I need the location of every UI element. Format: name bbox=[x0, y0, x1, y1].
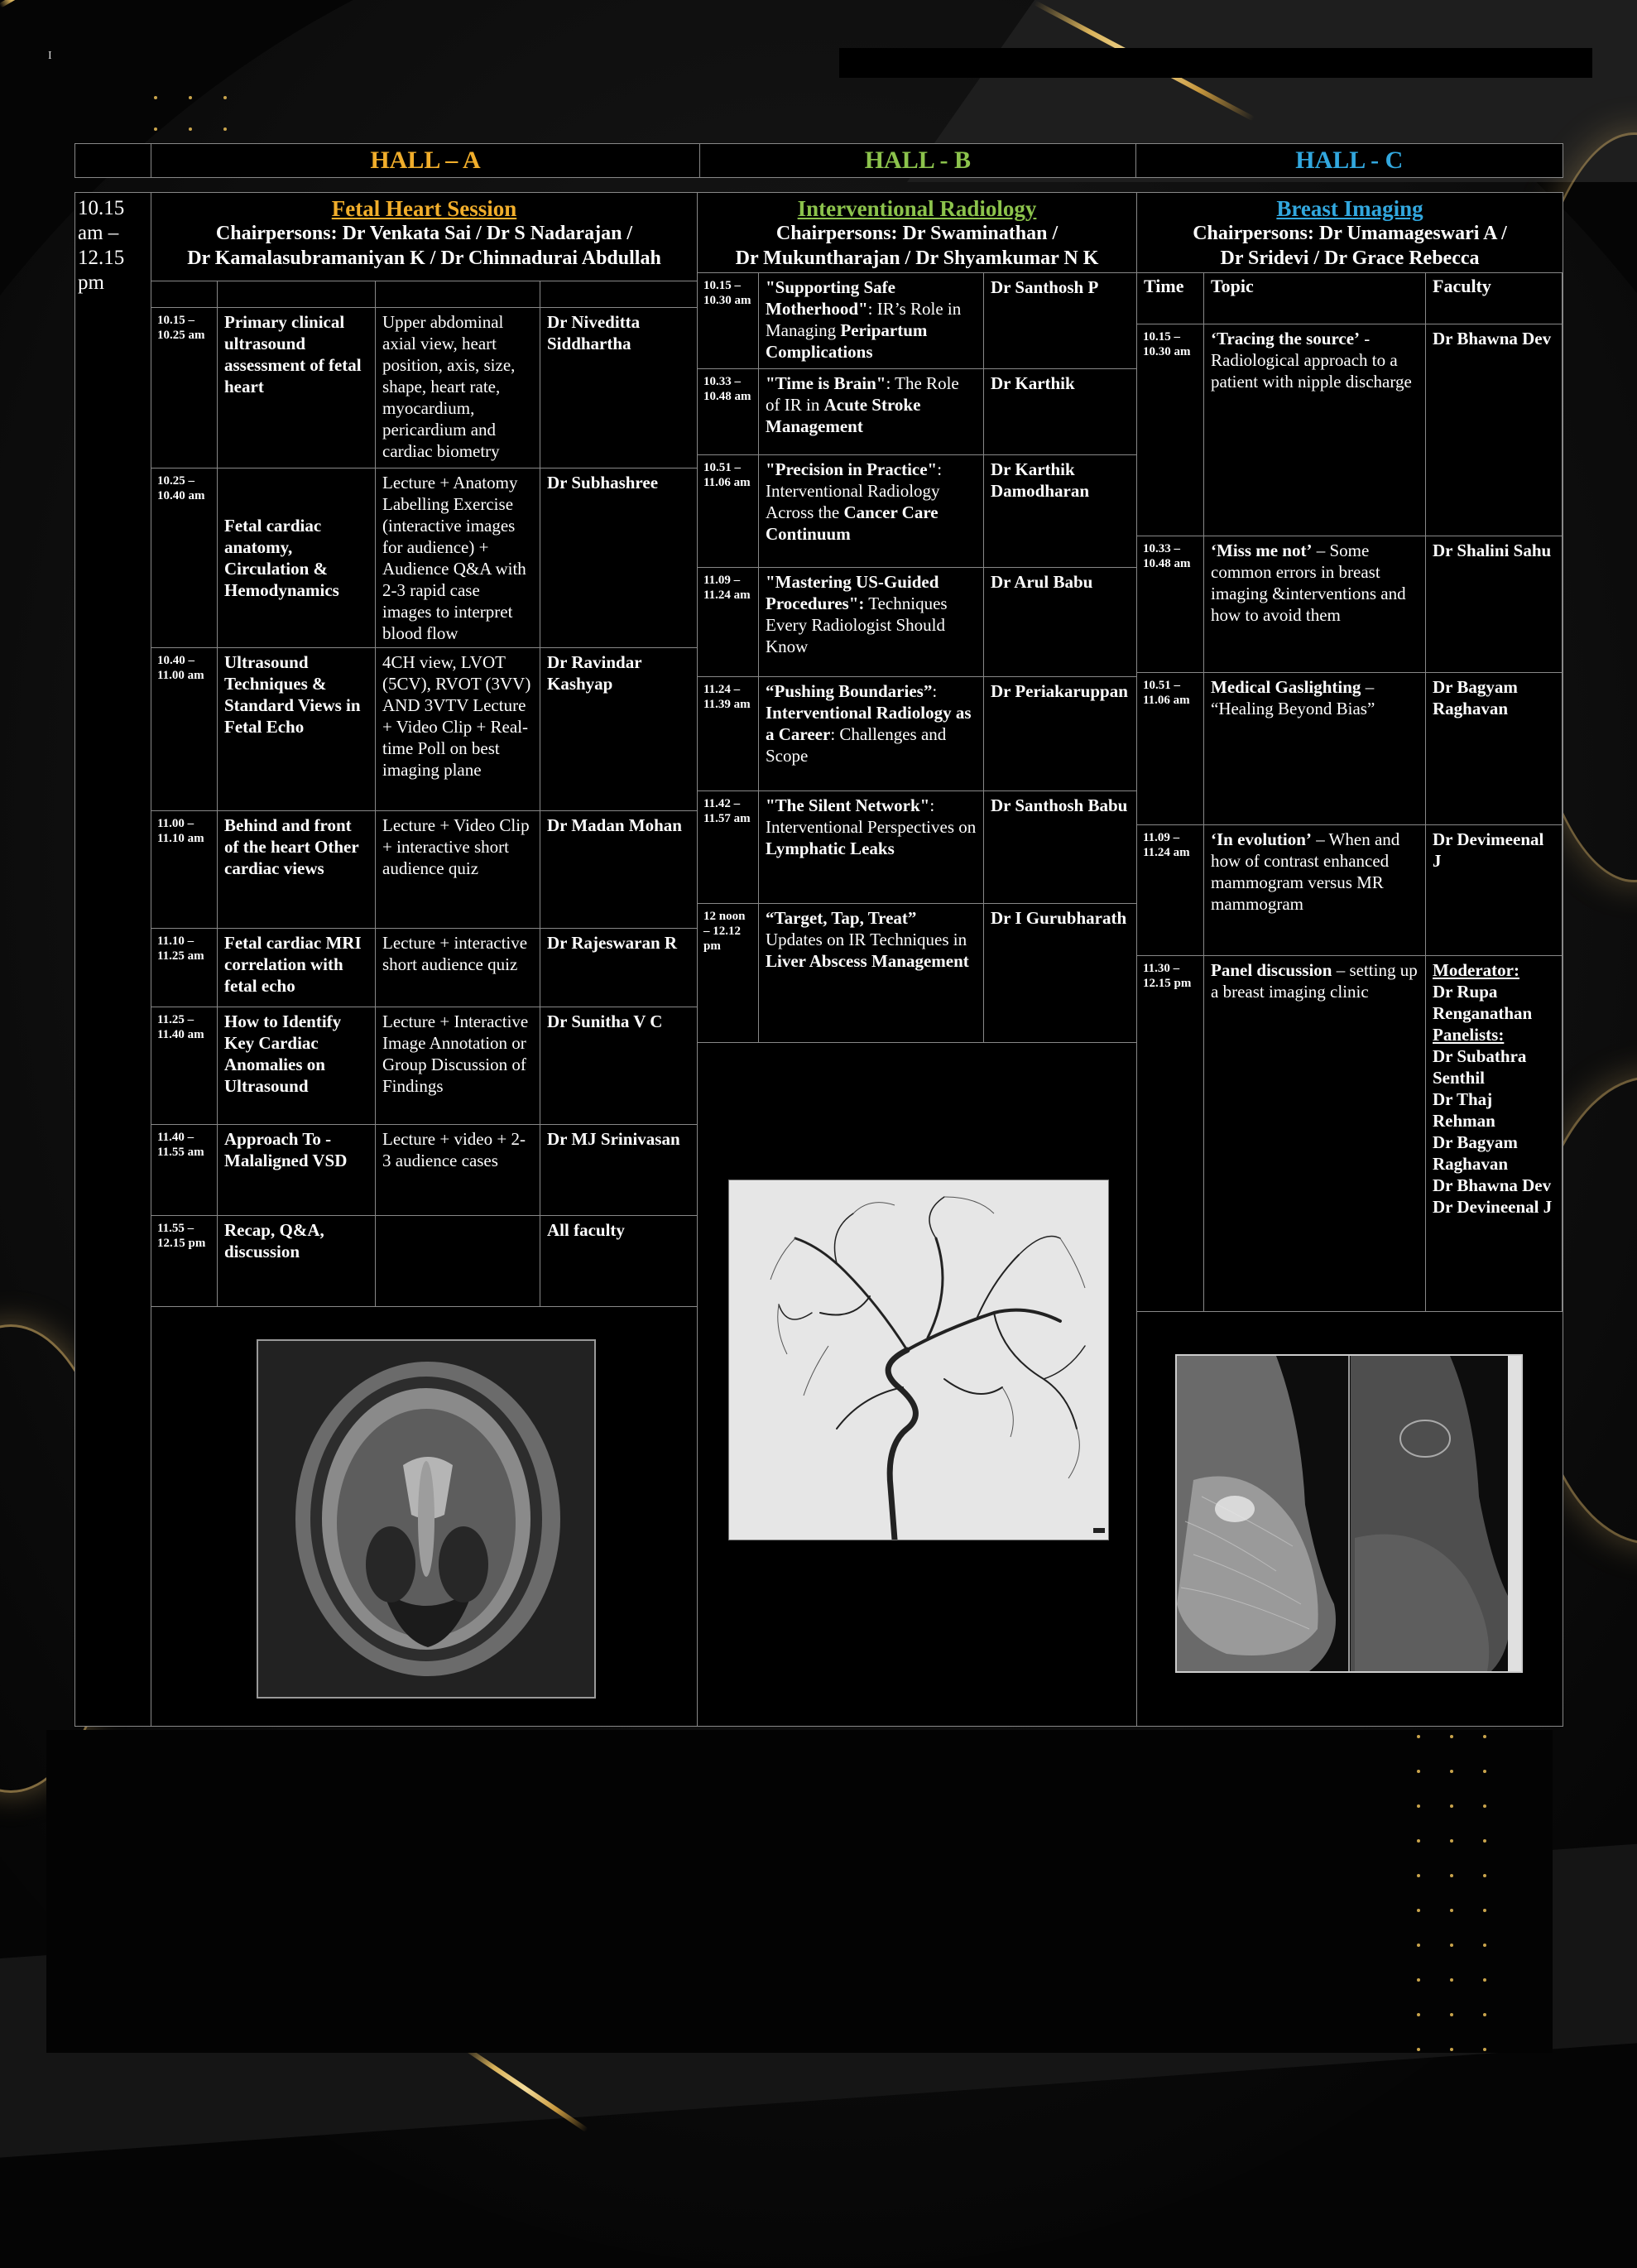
table-row bbox=[151, 929, 698, 1007]
row-topic: "Supporting Safe Motherhood": IR’s Role in Managing Peripartum Complications bbox=[759, 273, 984, 369]
row-description: Lecture + Anatomy Labelling Exercise (interactive images for audience) + Audience Q&A with 2-3 rapid case images to interpret blood flow bbox=[376, 468, 540, 648]
panelist-name: Dr Bagyam Raghavan bbox=[1433, 1132, 1518, 1174]
row-time: 11.42 – 11.57 am bbox=[698, 791, 759, 904]
row-faculty: Dr Karthik bbox=[984, 369, 1137, 455]
row-topic: “Target, Tap, Treat” Updates on IR Techniques in Liver Abscess Management bbox=[759, 904, 984, 1043]
fetal-brain-mri-drawing bbox=[258, 1341, 594, 1697]
hall-b-schedule-table bbox=[697, 272, 1137, 1043]
decorative-dots-top bbox=[154, 96, 227, 131]
row-time: 10.51 – 11.06 am bbox=[698, 455, 759, 568]
cerebral-angiogram-image bbox=[728, 1180, 1109, 1540]
mammogram-drawing bbox=[1177, 1356, 1521, 1671]
row-time: 11.09 – 11.24 am bbox=[1137, 825, 1204, 956]
row-description: Lecture + Interactive Image Annotation or Group Discussion of Findings bbox=[376, 1007, 540, 1125]
row-topic: Ultrasound Techniques & Standard Views in Fetal Echo bbox=[218, 648, 376, 811]
row-topic: "Precision in Practice": Interventional Radiology Across the Cancer Care Continuum bbox=[759, 455, 984, 568]
row-topic: "Time is Brain": The Role of IR in Acute Stroke Management bbox=[759, 369, 984, 455]
table-row bbox=[151, 468, 698, 648]
table-row bbox=[698, 568, 1137, 677]
row-time: 11.09 – 11.24 am bbox=[698, 568, 759, 677]
row-faculty: Dr Niveditta Siddhartha bbox=[540, 308, 698, 468]
row-description: Lecture + interactive short audience quiz bbox=[376, 929, 540, 1007]
moderator-name: Dr Rupa Renganathan bbox=[1433, 982, 1533, 1023]
row-time: 11.25 – 11.40 am bbox=[151, 1007, 218, 1125]
row-faculty: Dr Ravindar Kashyap bbox=[540, 648, 698, 811]
panelists-label: Panelists: bbox=[1433, 1025, 1505, 1045]
row-faculty: All faculty bbox=[540, 1216, 698, 1307]
table-row bbox=[1137, 673, 1563, 825]
hall-a-chairpersons-line1: Chairpersons: Dr Venkata Sai / Dr S Nadarajan / bbox=[215, 223, 633, 244]
row-topic: Behind and front of the heart Other cardiac views bbox=[218, 811, 376, 929]
row-faculty: Dr Santhosh P bbox=[984, 273, 1137, 369]
table-row bbox=[151, 308, 698, 468]
hall-b-chairpersons-line1: Chairpersons: Dr Swaminathan / bbox=[775, 223, 1059, 244]
column-header-faculty: Faculty bbox=[1426, 273, 1563, 324]
hall-c-heading: HALL - C bbox=[1295, 147, 1404, 174]
row-topic: “Pushing Boundaries”: Interventional Radiology as a Career: Challenges and Scope bbox=[759, 677, 984, 791]
row-time: 10.15 – 10.25 am bbox=[151, 308, 218, 468]
hall-a-session-title: Fetal Heart Session bbox=[331, 196, 517, 221]
row-faculty: Dr Periakaruppan bbox=[984, 677, 1137, 791]
table-row bbox=[1137, 956, 1563, 1312]
row-faculty: Dr Arul Babu bbox=[984, 568, 1137, 677]
table-row bbox=[698, 273, 1137, 369]
row-faculty: Dr Rajeswaran R bbox=[540, 929, 698, 1007]
table-row bbox=[1137, 324, 1563, 536]
row-faculty: Dr I Gurubharath bbox=[984, 904, 1137, 1043]
table-row bbox=[151, 1216, 698, 1307]
row-description: Lecture + Video Clip + interactive short audience quiz bbox=[376, 811, 540, 929]
table-row bbox=[698, 904, 1137, 1043]
row-description: 4CH view, LVOT (5CV), RVOT (3VV) AND 3VTV Lecture + Video Clip + Real-time Poll on best imaging plane bbox=[376, 648, 540, 811]
angiogram-drawing bbox=[729, 1180, 1108, 1540]
row-time: 11.40 – 11.55 am bbox=[151, 1125, 218, 1216]
table-row bbox=[1137, 536, 1563, 673]
row-time: 10.15 – 10.30 am bbox=[1137, 324, 1204, 536]
row-faculty: Dr Devimeenal J bbox=[1426, 825, 1563, 956]
row-topic: Primary clinical ultrasound assessment of fetal heart bbox=[218, 308, 376, 468]
row-topic: ‘In evolution’ – When and how of contrast enhanced mammogram versus MR mammogram bbox=[1204, 825, 1426, 956]
table-row bbox=[151, 811, 698, 929]
hall-c-schedule-table bbox=[1136, 272, 1563, 1312]
column-header-time: Time bbox=[1137, 273, 1204, 324]
table-row bbox=[698, 677, 1137, 791]
table-row bbox=[698, 369, 1137, 455]
row-time: 10.15 – 10.30 am bbox=[698, 273, 759, 369]
table-row bbox=[151, 648, 698, 811]
row-topic: Panel discussion – setting up a breast imaging clinic bbox=[1204, 956, 1426, 1312]
table-row bbox=[1137, 825, 1563, 956]
panel-faculty bbox=[1426, 956, 1563, 1312]
table-row bbox=[151, 1007, 698, 1125]
row-faculty: Dr Bagyam Raghavan bbox=[1426, 673, 1563, 825]
row-topic: Fetal cardiac MRI correlation with fetal echo bbox=[218, 929, 376, 1007]
top-black-bar bbox=[839, 48, 1592, 78]
gold-accent-corner bbox=[0, 0, 44, 8]
row-topic: ‘Miss me not’ – Some common errors in breast imaging &interventions and how to avoid them bbox=[1204, 536, 1426, 673]
row-time: 11.24 – 11.39 am bbox=[698, 677, 759, 791]
hall-a-schedule-table bbox=[151, 281, 698, 1307]
panelist-name: Dr Thaj Rehman bbox=[1433, 1089, 1495, 1131]
panelist-name: Dr Bhawna Dev bbox=[1433, 1175, 1552, 1195]
row-time: 10.25 – 10.40 am bbox=[151, 468, 218, 648]
moderator-label: Moderator: bbox=[1433, 960, 1519, 980]
row-description bbox=[376, 1216, 540, 1307]
panelist-name: Dr Subathra Senthil bbox=[1433, 1046, 1527, 1088]
row-time: 11.30 – 12.15 pm bbox=[1137, 956, 1204, 1312]
row-faculty: Dr MJ Srinivasan bbox=[540, 1125, 698, 1216]
hall-a-heading: HALL – A bbox=[151, 144, 700, 177]
row-topic: "Mastering US-Guided Procedures": Techniques Every Radiologist Should Know bbox=[759, 568, 984, 677]
hall-b-chairpersons-line2: Dr Mukuntharajan / Dr Shyamkumar N K bbox=[735, 247, 1099, 269]
row-time: 12 noon – 12.12 pm bbox=[698, 904, 759, 1043]
row-faculty: Dr Sunitha V C bbox=[540, 1007, 698, 1125]
row-time: 10.33 – 10.48 am bbox=[698, 369, 759, 455]
row-time: 11.55 – 12.15 pm bbox=[151, 1216, 218, 1307]
fetal-brain-mri-image bbox=[257, 1339, 596, 1699]
session-time: 10.15 am – 12.15 pm bbox=[75, 193, 151, 1726]
table-header-row bbox=[1137, 273, 1563, 324]
hall-b-heading: HALL - B bbox=[700, 144, 1135, 177]
row-description: Upper abdominal axial view, heart position, axis, size, shape, heart rate, myocardium, pericardium and cardiac biometry bbox=[376, 308, 540, 468]
page-mark: I bbox=[48, 50, 52, 62]
row-topic: How to Identify Key Cardiac Anomalies on Ultrasound bbox=[218, 1007, 376, 1125]
bottom-black-panel bbox=[46, 1730, 1553, 2053]
row-topic: Medical Gaslighting – “Healing Beyond Bias” bbox=[1204, 673, 1426, 825]
row-faculty: Dr Santhosh Babu bbox=[984, 791, 1137, 904]
row-time: 11.10 – 11.25 am bbox=[151, 929, 218, 1007]
hall-c-chairpersons-line2: Dr Sridevi / Dr Grace Rebecca bbox=[1220, 247, 1480, 269]
hall-c-session-title: Breast Imaging bbox=[1276, 196, 1423, 221]
row-faculty: Dr Shalini Sahu bbox=[1426, 536, 1563, 673]
row-time: 10.40 – 11.00 am bbox=[151, 648, 218, 811]
table-row bbox=[698, 455, 1137, 568]
table-row bbox=[151, 281, 698, 308]
table-row bbox=[151, 1125, 698, 1216]
row-topic: ‘Tracing the source’ - Radiological approach to a patient with nipple discharge bbox=[1204, 324, 1426, 536]
row-faculty: Dr Karthik Damodharan bbox=[984, 455, 1137, 568]
row-topic: Recap, Q&A, discussion bbox=[218, 1216, 376, 1307]
row-time: 11.00 – 11.10 am bbox=[151, 811, 218, 929]
hall-a-chairpersons-line2: Dr Kamalasubramaniyan K / Dr Chinnadurai Abdullah bbox=[187, 247, 661, 269]
row-description: Lecture + video + 2-3 audience cases bbox=[376, 1125, 540, 1216]
hall-b-session-title: Interventional Radiology bbox=[797, 196, 1037, 221]
table-row bbox=[698, 791, 1137, 904]
contrast-mammogram-image bbox=[1175, 1354, 1523, 1673]
row-topic: "The Silent Network": Interventional Perspectives on Lymphatic Leaks bbox=[759, 791, 984, 904]
hall-c-chairpersons-line1: Chairpersons: Dr Umamageswari A / bbox=[1193, 223, 1507, 244]
row-faculty: Dr Madan Mohan bbox=[540, 811, 698, 929]
panelist-name: Dr Devineenal J bbox=[1433, 1197, 1553, 1217]
hall-header-row bbox=[74, 143, 1563, 178]
hall-header-blank bbox=[75, 144, 151, 177]
row-faculty: Dr Bhawna Dev bbox=[1426, 324, 1563, 536]
row-time: 10.51 – 11.06 am bbox=[1137, 673, 1204, 825]
column-header-topic: Topic bbox=[1204, 273, 1426, 324]
row-faculty: Dr Subhashree bbox=[540, 468, 698, 648]
row-time: 10.33 – 10.48 am bbox=[1137, 536, 1204, 673]
row-topic: Fetal cardiac anatomy, Circulation & Hemodynamics bbox=[218, 468, 376, 648]
decorative-dots-bottom-right bbox=[1417, 1735, 1486, 2051]
row-topic: Approach To - Malaligned VSD bbox=[218, 1125, 376, 1216]
